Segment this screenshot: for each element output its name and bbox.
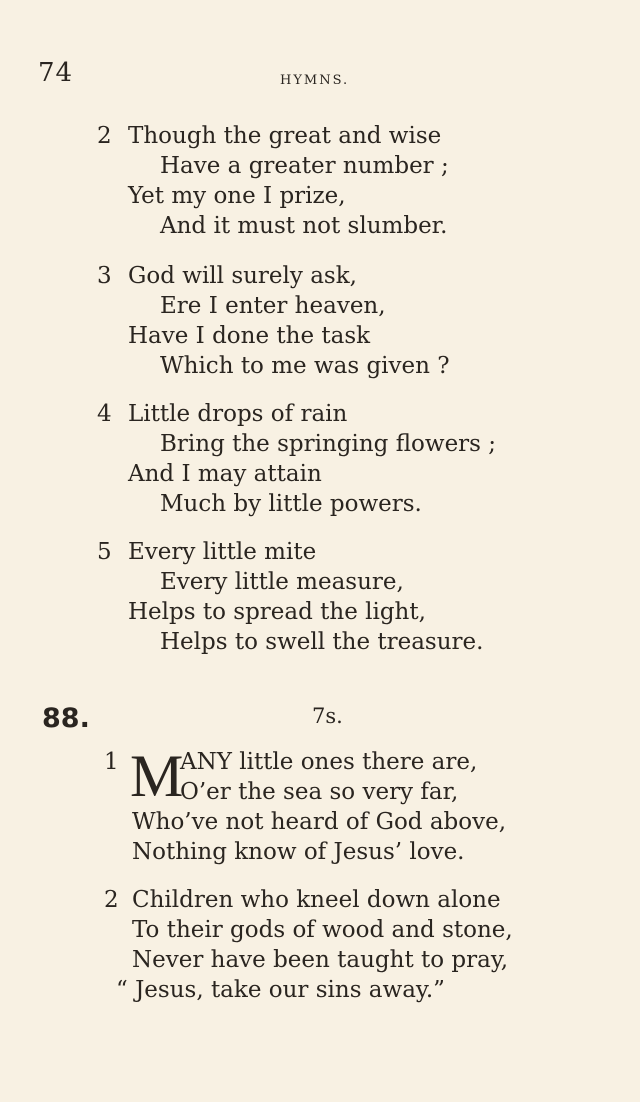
stanza-number: 4 xyxy=(97,401,112,427)
verse-line: Yet my one I prize, xyxy=(128,183,346,209)
verse-line: Children who kneel down alone xyxy=(132,887,501,913)
stanza-number: 3 xyxy=(97,263,112,289)
verse-line: To their gods of wood and stone, xyxy=(132,917,513,943)
verse-line: Ere I enter heaven, xyxy=(160,293,386,319)
verse-line: Helps to spread the light, xyxy=(128,599,426,625)
verse-line: Nothing know of Jesus’ love. xyxy=(132,839,465,865)
verse-line: Little drops of rain xyxy=(128,401,348,427)
drop-cap: M xyxy=(130,743,184,809)
verse-line: Who’ve not heard of God above, xyxy=(132,809,507,835)
verse-line: And I may attain xyxy=(128,461,322,487)
verse-line: Have I done the task xyxy=(128,323,371,349)
verse-line: O’er the sea so very far, xyxy=(180,779,459,805)
verse-line: And it must not slumber. xyxy=(160,213,448,239)
verse-line: ANY little ones there are, xyxy=(180,749,478,775)
verse-line: Every little measure, xyxy=(160,569,404,595)
verse-line: Bring the springing flowers ; xyxy=(160,431,497,457)
stanza-number: 5 xyxy=(97,539,112,565)
stanza-number: 1 xyxy=(104,749,119,775)
hymn-meter: 7s. xyxy=(312,704,343,728)
verse-line: Every little mite xyxy=(128,539,317,565)
stanza-number: 2 xyxy=(97,123,112,149)
verse-line: God will surely ask, xyxy=(128,263,357,289)
verse-line: Much by little powers. xyxy=(160,491,422,517)
running-head: HYMNS. xyxy=(280,73,350,88)
verse-line: Though the great and wise xyxy=(128,123,442,149)
verse-line: Never have been taught to pray, xyxy=(132,947,509,973)
stanza-number: 2 xyxy=(104,887,119,913)
verse-line: Which to me was given ? xyxy=(160,353,450,379)
page-number: 74 xyxy=(38,58,74,88)
verse-line: Have a greater number ; xyxy=(160,153,449,179)
verse-line: Helps to swell the treasure. xyxy=(160,629,484,655)
hymn-number: 88. xyxy=(42,703,90,734)
verse-line: “ Jesus, take our sins away.” xyxy=(116,977,445,1003)
